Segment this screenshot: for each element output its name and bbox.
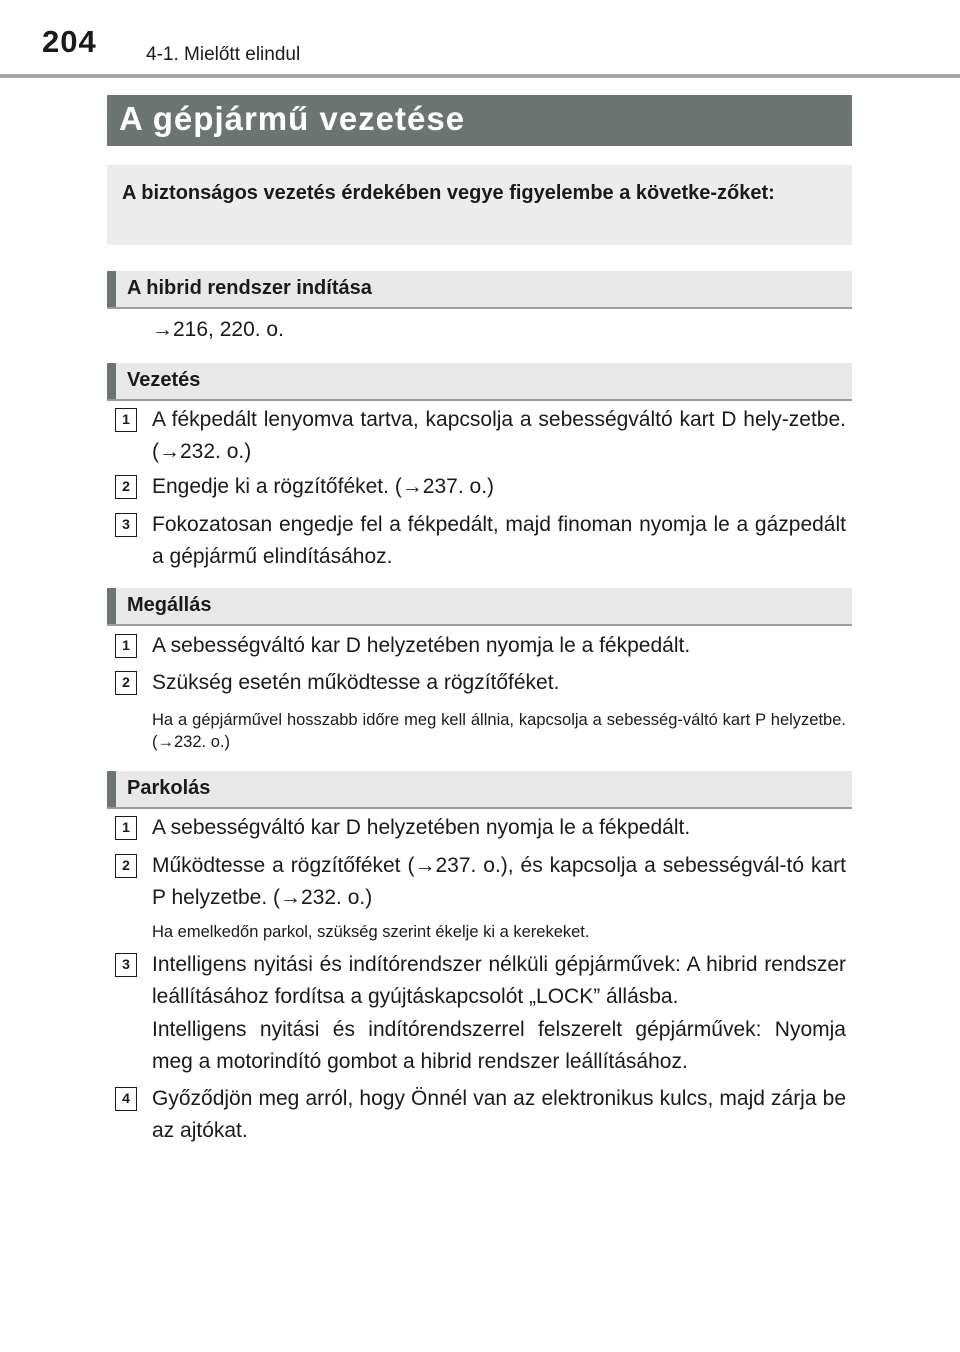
intro-text: A biztonságos vezetés érdekében vegye figyelembe a követke-zőket: (122, 182, 775, 204)
section-marker (107, 363, 116, 399)
step-number-badge: 2 (115, 854, 137, 878)
step-text: A sebességváltó kar D helyzetében nyomja le a fékpedált. (152, 634, 691, 657)
step-number-badge: 3 (115, 513, 137, 537)
step-number-badge: 2 (115, 671, 137, 695)
section-title: Megállás (127, 594, 212, 616)
step-text: Szükség esetén működtesse a rögzítőféket. (152, 671, 560, 694)
step-number-badge: 3 (115, 953, 137, 977)
note-text: Ha emelkedőn parkol, szükség szerint ékelje ki a kerekeket. (152, 923, 590, 941)
step-text: Fokozatosan engedje fel a fékpedált, majd finoman nyomja le a gázpedált a gépjármű elindításához. (152, 513, 846, 568)
section-heading-parking (107, 771, 852, 809)
intro-box (107, 165, 852, 245)
step-number-badge: 2 (115, 475, 137, 499)
section-marker (107, 771, 116, 807)
step-text: A fékpedált lenyomva tartva, kapcsolja a sebességváltó kart D hely-zetbe. (→232. o.) (152, 408, 846, 463)
section-heading-start (107, 271, 852, 309)
chapter-title: 4-1. Mielőtt elindul (146, 44, 301, 65)
step-number-badge: 1 (115, 816, 137, 840)
section-title: Parkolás (127, 777, 211, 799)
page-header (0, 0, 960, 80)
step-number-badge: 4 (115, 1087, 137, 1111)
step-number-badge: 1 (115, 408, 137, 432)
step-text: Működtesse a rögzítőféket (→237. o.), és kapcsolja a sebességvál-tó kart P helyzetbe. (→232. o.) (152, 854, 846, 909)
section-title: A hibrid rendszer indítása (127, 277, 372, 299)
section-heading-driving (107, 363, 852, 401)
header-divider (0, 74, 960, 78)
note-text: Ha a gépjárművel hosszabb időre meg kell állnia, kapcsolja a sebesség-váltó kart P helyzetbe. (→232. o.) (152, 711, 846, 751)
section-marker (107, 271, 116, 307)
page-title: A gépjármű vezetése (119, 100, 466, 137)
step-text: A sebességváltó kar D helyzetében nyomja le a fékpedált. (152, 816, 691, 839)
step-text: Győződjön meg arról, hogy Önnél van az elektronikus kulcs, majd zárja be az ajtókat. (152, 1087, 846, 1142)
step-text: Intelligens nyitási és indítórendszer nélküli gépjárművek: A hibrid rendszer leállításához fordítsa a gyújtáskapcsolót „LOCK” állásba. (152, 953, 846, 1008)
page-number: 204 (42, 24, 97, 59)
start-reference: →216, 220. o. (152, 318, 284, 341)
step-text: Engedje ki a rögzítőféket. (→237. o.) (152, 475, 495, 498)
step-number-badge: 1 (115, 634, 137, 658)
section-marker (107, 588, 116, 624)
section-heading-stopping (107, 588, 852, 626)
step-text-continued: Intelligens nyitási és indítórendszerrel felszerelt gépjárművek: Nyomja meg a motorindító gombot a hibrid rendszer leállításához. (152, 1018, 846, 1073)
section-title: Vezetés (127, 369, 201, 391)
title-bar (107, 95, 852, 146)
